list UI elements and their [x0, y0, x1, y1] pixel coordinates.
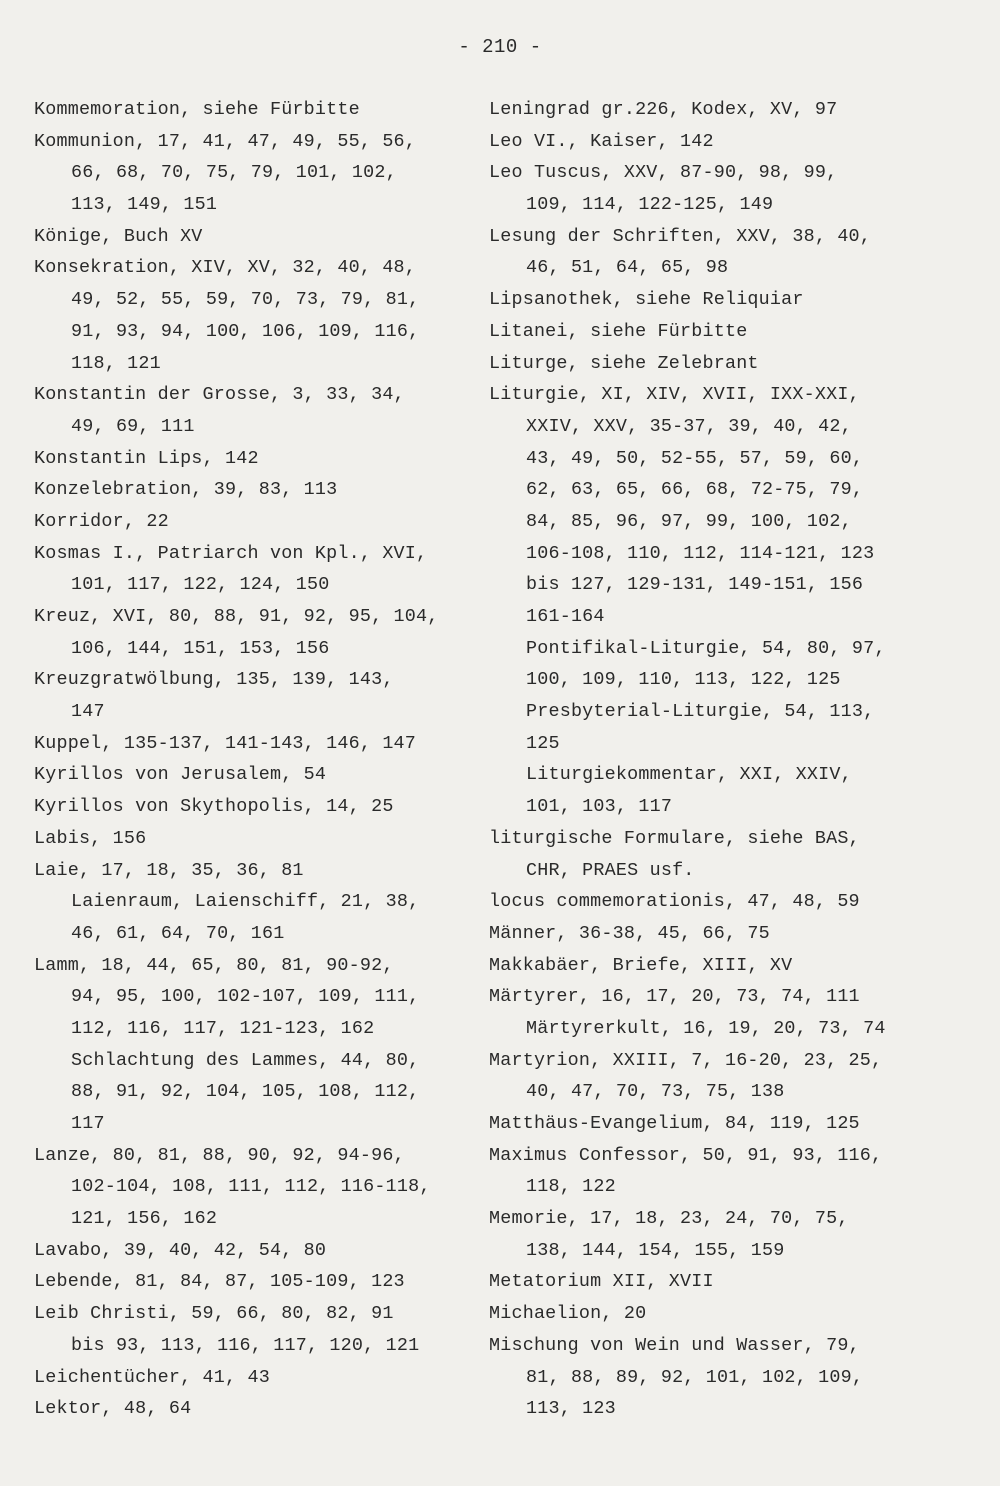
index-entry: locus commemorationis, 47, 48, 59 — [489, 891, 860, 913]
index-entry: liturgische Formulare, siehe BAS, — [489, 827, 860, 849]
index-entry-continuation: 49, 52, 55, 59, 70, 73, 79, 81, — [71, 289, 420, 311]
index-entry: Michaelion, 20 — [489, 1303, 647, 1325]
index-entry: Liturge, siehe Zelebrant — [489, 352, 759, 374]
index-entry: Liturgie, XI, XIV, XVII, IXX-XXI, — [489, 384, 860, 406]
index-entry: Mischung von Wein und Wasser, 79, — [489, 1334, 860, 1356]
index-entry: Makkabäer, Briefe, XIII, XV — [489, 954, 793, 976]
index-entry: Kommemoration, siehe Fürbitte — [34, 99, 360, 120]
index-entry-continuation: 117 — [71, 1113, 105, 1134]
page-number: - 210 - — [458, 36, 542, 58]
index-entry-continuation: 91, 93, 94, 100, 106, 109, 116, — [71, 320, 420, 342]
index-entry: Kyrillos von Skythopolis, 14, 25 — [34, 796, 394, 818]
index-entry-continuation: 40, 47, 70, 73, 75, 138 — [526, 1081, 785, 1103]
index-entry: Lamm, 18, 44, 65, 80, 81, 90-92, — [34, 954, 394, 976]
index-entry-continuation: 81, 88, 89, 92, 101, 102, 109, — [526, 1366, 864, 1388]
index-entry-continuation: 121, 156, 162 — [71, 1208, 218, 1230]
index-entry: Lavabo, 39, 40, 42, 54, 80 — [34, 1239, 327, 1261]
index-entry: Metatorium XII, XVII — [489, 1271, 714, 1293]
index-entry-continuation: 49, 69, 111 — [71, 415, 195, 437]
index-entry: Könige, Buch XV — [34, 225, 203, 247]
index-entry-continuation: 101, 103, 117 — [526, 796, 673, 818]
index-entry: Kyrillos von Jerusalem, 54 — [34, 764, 327, 786]
index-entry: Labis, 156 — [34, 827, 147, 849]
index-entry-continuation: 113, 123 — [526, 1398, 616, 1420]
index-entry: Kosmas I., Patriarch von Kpl., XVI, — [34, 542, 428, 564]
index-entry: Kreuz, XVI, 80, 88, 91, 92, 95, 104, — [34, 606, 439, 627]
index-entry-continuation: 147 — [71, 701, 105, 723]
index-entry: Konstantin der Grosse, 3, 33, 34, — [34, 384, 405, 406]
index-entry-continuation: bis 127, 129-131, 149-151, 156 — [526, 574, 864, 596]
index-entry: Leningrad gr.226, Kodex, XV, 97 — [489, 99, 838, 120]
index-column-left — [34, 94, 479, 1425]
index-entry-continuation: 66, 68, 70, 75, 79, 101, 102, — [71, 162, 397, 184]
index-entry: Lesung der Schriften, XXV, 38, 40, — [489, 225, 872, 247]
index-entry: Märtyrer, 16, 17, 20, 73, 74, 111 — [489, 986, 860, 1008]
index-entry-continuation: Pontifikal-Liturgie, 54, 80, 97, — [526, 637, 886, 659]
index-entry: Kommunion, 17, 41, 47, 49, 55, 56, — [34, 130, 417, 152]
index-entry-continuation: 46, 61, 64, 70, 161 — [71, 922, 285, 944]
index-entry-continuation: Presbyterial-Liturgie, 54, 113, — [526, 701, 875, 723]
index-entry-continuation: Märtyrerkult, 16, 19, 20, 73, 74 — [526, 1017, 886, 1039]
index-entry-continuation: 109, 114, 122-125, 149 — [526, 194, 774, 216]
index-entry-continuation: 43, 49, 50, 52-55, 57, 59, 60, — [526, 447, 864, 469]
index-entry: Leichentücher, 41, 43 — [34, 1366, 270, 1388]
index-entry-continuation: 118, 122 — [526, 1176, 616, 1198]
index-entry-continuation: 118, 121 — [71, 352, 161, 374]
index-entry: Maximus Confessor, 50, 91, 93, 116, — [489, 1144, 883, 1166]
index-entry-continuation: 88, 91, 92, 104, 105, 108, 112, — [71, 1081, 420, 1103]
index-entry-continuation: 112, 116, 117, 121-123, 162 — [71, 1017, 375, 1039]
index-entry: Leo Tuscus, XXV, 87-90, 98, 99, — [489, 162, 838, 184]
index-entry-continuation: Liturgiekommentar, XXI, XXIV, — [526, 764, 852, 786]
index-entry: Korridor, 22 — [34, 510, 169, 532]
index-entry-continuation: 161-164 — [526, 606, 605, 627]
index-entry: Konzelebration, 39, 83, 113 — [34, 479, 338, 501]
index-column-right — [489, 94, 929, 1425]
index-entry-continuation: CHR, PRAES usf. — [526, 859, 695, 881]
index-entry: Konstantin Lips, 142 — [34, 447, 259, 469]
index-entry: Lanze, 80, 81, 88, 90, 92, 94-96, — [34, 1144, 405, 1166]
index-entry: Lektor, 48, 64 — [34, 1398, 192, 1420]
index-entry-continuation: Laienraum, Laienschiff, 21, 38, — [71, 891, 420, 913]
index-entry: Martyrion, XXIII, 7, 16-20, 23, 25, — [489, 1049, 883, 1071]
index-entry: Männer, 36-38, 45, 66, 75 — [489, 922, 770, 944]
index-entry-continuation: 138, 144, 154, 155, 159 — [526, 1239, 785, 1261]
index-entry: Laie, 17, 18, 35, 36, 81 — [34, 859, 304, 881]
index-entry-continuation: 84, 85, 96, 97, 99, 100, 102, — [526, 510, 852, 532]
index-entry-continuation: 113, 149, 151 — [71, 194, 218, 216]
index-entry: Lipsanothek, siehe Reliquiar — [489, 289, 804, 311]
index-entry: Memorie, 17, 18, 23, 24, 70, 75, — [489, 1208, 849, 1230]
index-entry-continuation: 100, 109, 110, 113, 122, 125 — [526, 669, 841, 691]
index-entry-continuation: XXIV, XXV, 35-37, 39, 40, 42, — [526, 415, 852, 437]
index-entry: Leib Christi, 59, 66, 80, 82, 91 — [34, 1303, 394, 1325]
index-entry-continuation: 62, 63, 65, 66, 68, 72-75, 79, — [526, 479, 864, 501]
index-entry: Lebende, 81, 84, 87, 105-109, 123 — [34, 1271, 405, 1293]
index-entry-continuation: 125 — [526, 732, 560, 754]
index-entry-continuation: Schlachtung des Lammes, 44, 80, — [71, 1049, 420, 1071]
index-entry: Litanei, siehe Fürbitte — [489, 320, 748, 342]
index-entry-continuation: 106-108, 110, 112, 114-121, 123 — [526, 542, 875, 564]
index-entry-continuation: 94, 95, 100, 102-107, 109, 111, — [71, 986, 420, 1008]
index-entry-continuation: 106, 144, 151, 153, 156 — [71, 637, 330, 659]
index-entry: Matthäus-Evangelium, 84, 119, 125 — [489, 1113, 860, 1134]
index-entry-continuation: bis 93, 113, 116, 117, 120, 121 — [71, 1334, 420, 1356]
index-entry: Leo VI., Kaiser, 142 — [489, 130, 714, 152]
index-entry-continuation: 101, 117, 122, 124, 150 — [71, 574, 330, 596]
index-entry-continuation: 102-104, 108, 111, 112, 116-118, — [71, 1176, 431, 1198]
index-entry: Konsekration, XIV, XV, 32, 40, 48, — [34, 257, 417, 279]
index-entry: Kreuzgratwölbung, 135, 139, 143, — [34, 669, 394, 691]
index-entry-continuation: 46, 51, 64, 65, 98 — [526, 257, 729, 279]
index-entry: Kuppel, 135-137, 141-143, 146, 147 — [34, 732, 417, 754]
